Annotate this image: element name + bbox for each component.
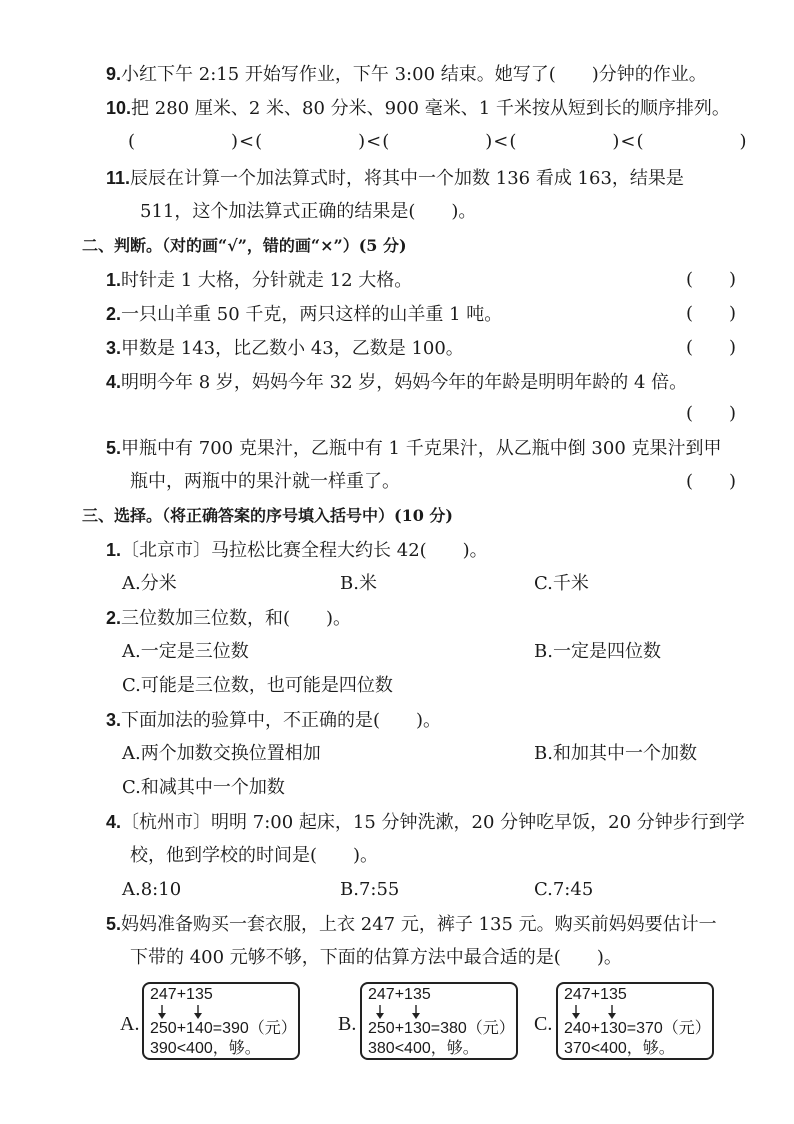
estimation-box-c bbox=[556, 982, 714, 1060]
option-c: C.千米 bbox=[534, 573, 589, 594]
box-estimate: 240+130=370（元） bbox=[564, 1020, 711, 1037]
box-expression: 247+135 bbox=[564, 986, 627, 1003]
option-c: C.可能是三位数，也可能是四位数 bbox=[122, 675, 393, 696]
judge-item-1 bbox=[106, 268, 412, 293]
question-text: 〔杭州市〕明明 7:00 起床，15 分钟洗漱，20 分钟吃早饭，20 分钟步行到学 bbox=[121, 812, 745, 833]
judge-item-4 bbox=[106, 370, 687, 395]
item-text: 甲瓶中有 700 克果汁，乙瓶中有 1 千克果汁，从乙瓶中倒 300 克果汁到甲 bbox=[121, 438, 722, 459]
option-c-letter: C. bbox=[534, 1013, 553, 1035]
question-text: 下面加法的验算中，不正确的是( )。 bbox=[121, 710, 442, 731]
option-b: B.和加其中一个加数 bbox=[534, 743, 697, 764]
choice-question-1 bbox=[106, 538, 488, 563]
item-number: 3. bbox=[106, 338, 122, 358]
question-text: 〔北京市〕马拉松比赛全程大约长 42( )。 bbox=[121, 540, 488, 561]
choice-question-4-cont: 校，他到学校的时间是( )。 bbox=[130, 845, 379, 866]
section-heading-judge: 二、判断。（对的画“√”，错的画“×”）(5 分) bbox=[82, 236, 407, 255]
box-estimate: 250+140=390（元） bbox=[150, 1020, 297, 1037]
answer-paren: ( ) bbox=[685, 403, 736, 424]
option-a: A.一定是三位数 bbox=[122, 641, 249, 662]
down-arrow-icon bbox=[150, 1005, 298, 1019]
option-c: C.7:45 bbox=[534, 879, 594, 900]
option-b: B.米 bbox=[340, 573, 377, 594]
choice-question-3 bbox=[106, 708, 441, 733]
choice-question-5-cont: 下带的 400 元够不够，下面的估算方法中最合适的是( )。 bbox=[130, 947, 622, 968]
box-expression: 247+135 bbox=[368, 986, 431, 1003]
box-expression: 247+135 bbox=[150, 986, 213, 1003]
judge-item-3 bbox=[106, 336, 464, 361]
option-a: A.分米 bbox=[122, 573, 177, 594]
option-a: A.两个加数交换位置相加 bbox=[122, 743, 321, 764]
judge-item-5-cont: 瓶中，两瓶中的果汁就一样重了。 bbox=[130, 471, 400, 492]
question-9 bbox=[106, 62, 707, 87]
estimation-box-b bbox=[360, 982, 518, 1060]
option-a-letter: A. bbox=[120, 1013, 140, 1035]
answer-paren: ( ) bbox=[685, 471, 736, 492]
question-11-cont: 511，这个加法算式正确的结果是( )。 bbox=[140, 201, 477, 222]
down-arrow-icon bbox=[368, 1005, 516, 1019]
question-text: 辰辰在计算一个加法算式时，将其中一个加数 136 看成 163，结果是 bbox=[130, 168, 684, 189]
choice-question-2 bbox=[106, 606, 351, 631]
estimation-box-a bbox=[142, 982, 300, 1060]
item-text: 甲数是 143，比乙数小 43，乙数是 100。 bbox=[121, 338, 464, 359]
item-number: 2. bbox=[106, 304, 122, 324]
question-text: 小红下午 2:15 开始写作业，下午 3:00 结束。她写了( )分钟的作业。 bbox=[121, 64, 707, 85]
judge-item-5 bbox=[106, 436, 722, 461]
option-c: C.和减其中一个加数 bbox=[122, 777, 285, 798]
answer-paren: ( ) bbox=[685, 337, 736, 358]
item-text: 一只山羊重 50 千克，两只这样的山羊重 1 吨。 bbox=[121, 304, 503, 325]
judge-item-2 bbox=[106, 302, 502, 327]
question-text: 把 280 厘米、2 米、80 分米、900 毫米、1 千米按从短到长的顺序排列。 bbox=[131, 98, 730, 119]
question-number: 1. bbox=[106, 540, 122, 560]
option-a: A.8:10 bbox=[122, 879, 182, 900]
down-arrow-icon bbox=[564, 1005, 712, 1019]
option-b-letter: B. bbox=[338, 1013, 357, 1035]
item-text: 明明今年 8 岁，妈妈今年 32 岁，妈妈今年的年龄是明明年龄的 4 倍。 bbox=[121, 372, 688, 393]
box-compare: 380<400，够。 bbox=[368, 1040, 479, 1057]
answer-paren: ( ) bbox=[685, 269, 736, 290]
item-text: 时针走 1 大格，分针就走 12 大格。 bbox=[121, 270, 413, 291]
question-number: 11. bbox=[106, 168, 131, 188]
question-number: 9. bbox=[106, 64, 122, 84]
option-b: B.7:55 bbox=[340, 879, 400, 900]
question-11 bbox=[106, 166, 684, 191]
question-10 bbox=[106, 96, 730, 121]
answer-paren: ( ) bbox=[685, 303, 736, 324]
question-number: 5. bbox=[106, 914, 122, 934]
box-estimate: 250+130=380（元） bbox=[368, 1020, 515, 1037]
question-number: 10. bbox=[106, 98, 132, 118]
box-compare: 390<400，够。 bbox=[150, 1040, 261, 1057]
section-heading-choice: 三、选择。（将正确答案的序号填入括号中）(10 分) bbox=[82, 506, 453, 525]
question-text: 三位数加三位数，和( )。 bbox=[121, 608, 352, 629]
question-number: 4. bbox=[106, 812, 122, 832]
question-number: 3. bbox=[106, 710, 122, 730]
box-compare: 370<400，够。 bbox=[564, 1040, 675, 1057]
question-10-blanks: ( )<( )<( )<( )<( ) bbox=[128, 131, 748, 152]
choice-question-5 bbox=[106, 912, 717, 937]
question-text: 妈妈准备购买一套衣服，上衣 247 元，裤子 135 元。购买前妈妈要估计一 bbox=[121, 914, 717, 935]
option-b: B.一定是四位数 bbox=[534, 641, 661, 662]
question-number: 2. bbox=[106, 608, 122, 628]
item-number: 1. bbox=[106, 270, 122, 290]
choice-question-4 bbox=[106, 810, 745, 835]
item-number: 5. bbox=[106, 438, 122, 458]
item-number: 4. bbox=[106, 372, 122, 392]
